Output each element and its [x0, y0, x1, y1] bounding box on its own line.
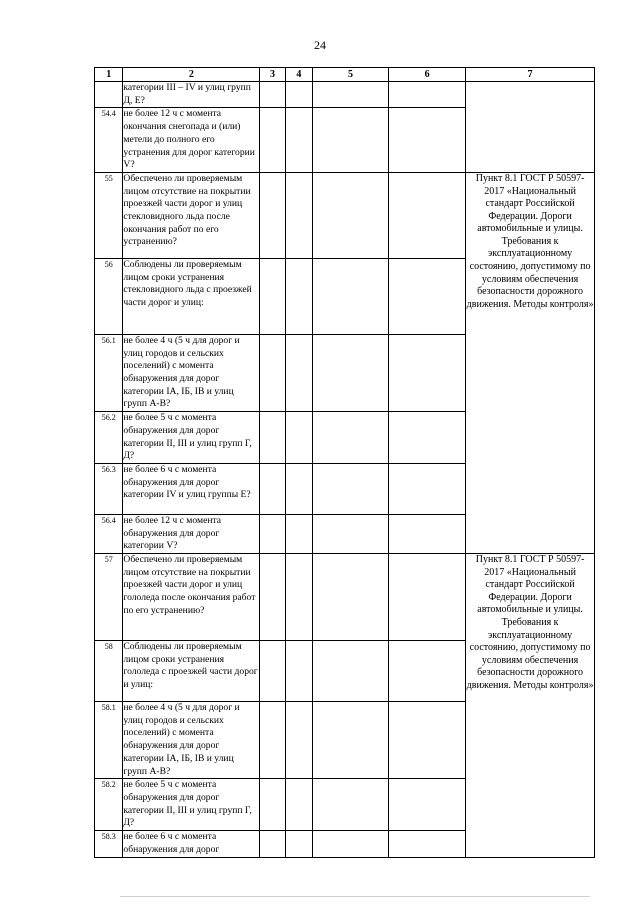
cell-empty: [313, 831, 389, 857]
cell-empty: [260, 514, 285, 553]
cell-empty: [389, 463, 466, 514]
row-number: 56.1: [95, 334, 123, 411]
cell-empty: [389, 258, 466, 334]
column-header: 4: [285, 68, 312, 82]
cell-empty: [389, 554, 466, 641]
cell-empty: [285, 412, 312, 464]
checklist-table: [94, 67, 595, 858]
cell-empty: [285, 108, 312, 173]
column-header: 1: [95, 68, 123, 82]
cell-empty: [313, 108, 389, 173]
cell-empty: [285, 172, 312, 258]
cell-empty: [260, 641, 285, 702]
cell-empty: [389, 514, 466, 553]
cell-empty: [285, 334, 312, 411]
column-header: 6: [389, 68, 466, 82]
row-number: 56.2: [95, 412, 123, 464]
row-question: Соблюдены ли проверяемым лицом сроки устранения стекловидного льда с проезжей части дорог и улиц:: [123, 258, 260, 334]
row-number: 56.3: [95, 463, 123, 514]
regulation-reference: Пункт 8.1 ГОСТ Р 50597-2017 «Национальный стандарт Российской Федерации. Дороги автомобильные и улицы. Требования к эксплуатационному состоянию, допустимому по условиям обеспечения безопасности дорожного движения. Методы контроля»: [466, 554, 595, 857]
regulation-reference: Пункт 8.1 ГОСТ Р 50597-2017 «Национальный стандарт Российской Федерации. Дороги автомобильные и улицы. Требования к эксплуатационному состоянию, допустимому по условиям обеспечения безопасности дорожного движения. Методы контроля»: [466, 172, 595, 553]
cell-empty: [260, 172, 285, 258]
cell-empty: [466, 82, 595, 173]
cell-empty: [285, 641, 312, 702]
cell-empty: [260, 831, 285, 857]
cell-empty: [260, 108, 285, 173]
row-number: 56.4: [95, 514, 123, 553]
cell-empty: [313, 172, 389, 258]
cell-empty: [260, 258, 285, 334]
cell-empty: [313, 334, 389, 411]
cell-empty: [260, 554, 285, 641]
row-question: Соблюдены ли проверяемым лицом сроки устранения гололеда с проезжей части дорог и улиц:: [123, 641, 260, 702]
cell-empty: [260, 702, 285, 779]
column-header: 3: [260, 68, 285, 82]
cell-empty: [389, 702, 466, 779]
cell-empty: [285, 258, 312, 334]
table-row: [95, 82, 595, 108]
row-question: Обеспечено ли проверяемым лицом отсутствие на покрытии проезжей части дорог и улиц стекловидного льда после окончания работ по его устранению?: [123, 172, 260, 258]
cell-empty: [260, 334, 285, 411]
cell-empty: [260, 412, 285, 464]
cell-empty: [285, 779, 312, 831]
column-header: 2: [123, 68, 260, 82]
cell-empty: [313, 779, 389, 831]
cell-empty: [313, 258, 389, 334]
cell-empty: [260, 779, 285, 831]
cell-empty: [285, 82, 312, 108]
cell-empty: [285, 463, 312, 514]
row-question: категории III – IV и улиц групп Д, Е?: [123, 82, 260, 108]
row-question: не более 4 ч (5 ч для дорог и улиц городов и сельских поселений) с момента обнаружения для дорог категории IA, IБ, IB и улиц групп А-В?: [123, 334, 260, 411]
cell-empty: [389, 172, 466, 258]
row-number: 56: [95, 258, 123, 334]
column-header: 5: [313, 68, 389, 82]
row-number: 55: [95, 172, 123, 258]
row-question: не более 5 ч с момента обнаружения для дорог категории II, III и улиц групп Г, Д?: [123, 779, 260, 831]
cell-empty: [285, 554, 312, 641]
cell-empty: [313, 412, 389, 464]
cell-empty: [313, 82, 389, 108]
row-question: не более 4 ч (5 ч для дорог и улиц городов и сельских поселений) с момента обнаружения для дорог категории IA, IБ, IB и улиц групп А-В?: [123, 702, 260, 779]
cell-empty: [389, 412, 466, 464]
row-number: 58: [95, 641, 123, 702]
row-number: 58.3: [95, 831, 123, 857]
cell-empty: [389, 334, 466, 411]
header-row: [95, 68, 595, 82]
row-question: не более 5 ч с момента обнаружения для дорог категории II, III и улиц групп Г, Д?: [123, 412, 260, 464]
row-number: 57: [95, 554, 123, 641]
row-question: не более 6 ч с момента обнаружения для дорог категории IV и улиц группы Е?: [123, 463, 260, 514]
cell-empty: [313, 463, 389, 514]
row-number: [95, 82, 123, 108]
cell-empty: [389, 831, 466, 857]
row-number: 54.4: [95, 108, 123, 173]
cell-empty: [260, 463, 285, 514]
cell-empty: [260, 82, 285, 108]
page-number: 24: [314, 38, 326, 52]
row-question: не более 6 ч с момента обнаружения для дорог: [123, 831, 260, 857]
row-question: не более 12 ч с момента обнаружения для дорог категории V?: [123, 514, 260, 553]
table-row: [95, 554, 595, 641]
row-question: не более 12 ч с момента окончания снегопада и (или) метели до полного его устранения для дорог категории V?: [123, 108, 260, 173]
cell-empty: [389, 82, 466, 108]
cell-empty: [285, 831, 312, 857]
cell-empty: [389, 108, 466, 173]
cell-empty: [313, 641, 389, 702]
cell-empty: [389, 641, 466, 702]
cell-empty: [313, 702, 389, 779]
cell-empty: [313, 554, 389, 641]
cell-empty: [313, 514, 389, 553]
cell-empty: [389, 779, 466, 831]
row-number: 58.1: [95, 702, 123, 779]
cell-empty: [285, 514, 312, 553]
column-header: 7: [466, 68, 595, 82]
scan-edge-line: [120, 896, 590, 897]
table-row: [95, 172, 595, 258]
row-question: Обеспечено ли проверяемым лицом отсутствие на покрытии проезжей части дорог и улиц гололеда после окончания работ по его устранению?: [123, 554, 260, 641]
cell-empty: [285, 702, 312, 779]
row-number: 58.2: [95, 779, 123, 831]
